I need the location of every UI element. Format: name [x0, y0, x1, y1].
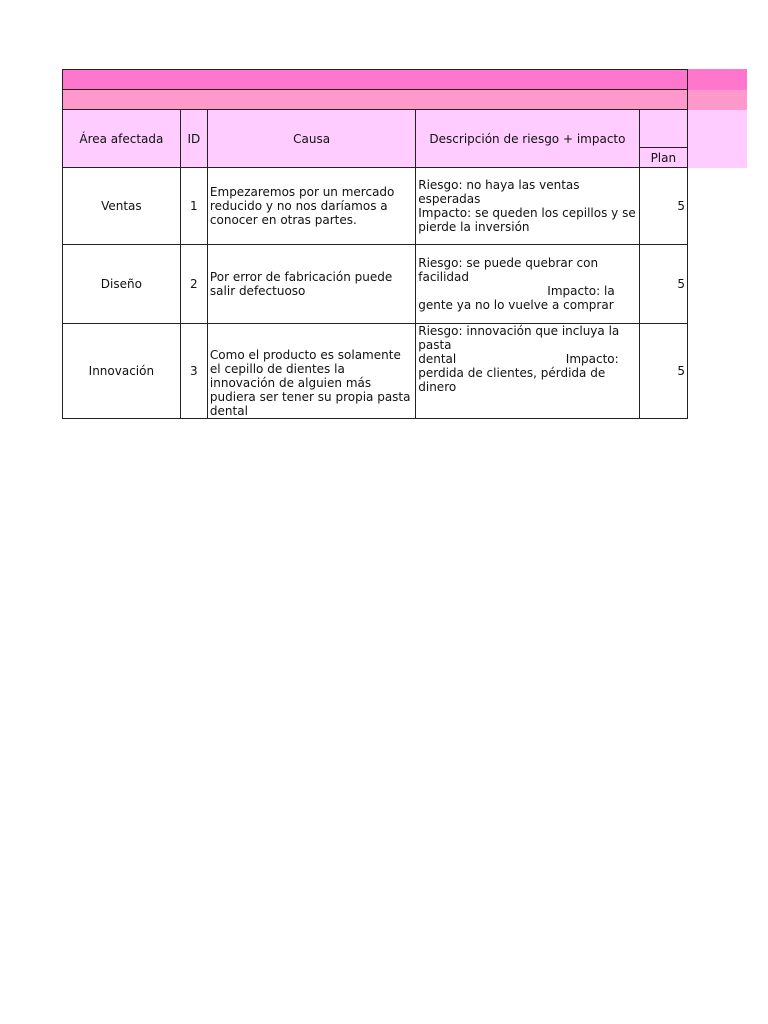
cell-causa: Por error de fabricación puede salir defectuoso [207, 245, 415, 324]
title-band [62, 69, 688, 90]
riesgo-text: Riesgo: innovación que incluya la pasta [418, 324, 620, 352]
impacto-text: Impacto: [565, 352, 619, 366]
subtitle-band-extension [688, 90, 747, 110]
header-plan-top [639, 110, 687, 148]
cell-id: 2 [180, 245, 207, 324]
header-extension [688, 110, 747, 168]
impacto-text: Impacto: se queden los cepillos y se pierde la inversión [418, 206, 636, 234]
impacto-text-cont: gente ya no lo vuelve a comprar [418, 298, 614, 312]
riesgo-impacto-line [418, 352, 636, 366]
riesgo-text: Riesgo: se puede quebrar con facilidad [418, 256, 599, 284]
cell-area: Innovación [63, 324, 181, 419]
cell-area: Ventas [63, 168, 181, 245]
subtitle-band [62, 90, 688, 110]
table-row [63, 168, 688, 245]
cell-id: 3 [180, 324, 207, 419]
header-causa: Causa [207, 110, 415, 168]
header-plan: Plan [639, 148, 687, 168]
table-row [63, 324, 688, 419]
cell-descripcion [416, 168, 639, 245]
cell-causa: Como el producto es solamente el cepillo de dientes la innovación de alguien más pudiera ser tener su propia pasta dental [207, 324, 415, 419]
cell-plan: 5 [639, 168, 687, 245]
riesgo-text: Riesgo: no haya las ventas esperadas [418, 178, 580, 206]
title-band-extension [688, 69, 747, 90]
cell-id: 1 [180, 168, 207, 245]
header-id: ID [180, 110, 207, 168]
cell-causa: Empezaremos por un mercado reducido y no nos daríamos a conocer en otras partes. [207, 168, 415, 245]
cell-plan: 5 [639, 245, 687, 324]
table-row [63, 245, 688, 324]
impacto-text-cont: perdida de clientes, pérdida de dinero [418, 366, 606, 394]
cell-descripcion [416, 324, 639, 419]
cell-plan: 5 [639, 324, 687, 419]
header-descripcion: Descripción de riesgo + impacto [416, 110, 639, 168]
cell-descripcion [416, 245, 639, 324]
risk-table [62, 109, 688, 419]
header-area: Área afectada [63, 110, 181, 168]
cell-area: Diseño [63, 245, 181, 324]
impacto-text: Impacto: la [547, 284, 615, 298]
riesgo-text-cont: dental [418, 352, 457, 366]
